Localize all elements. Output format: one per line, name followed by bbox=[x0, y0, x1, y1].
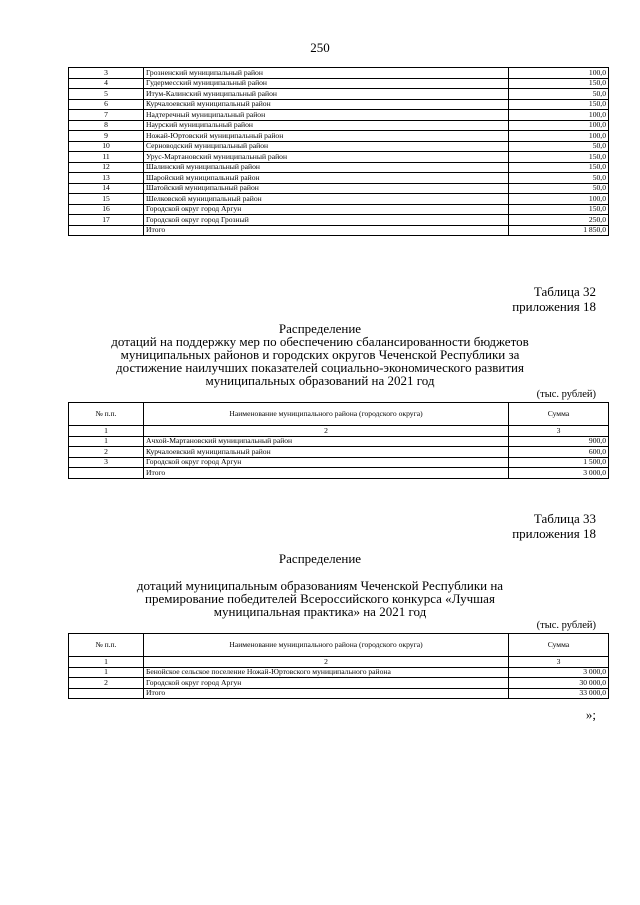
row-number: 2 bbox=[69, 678, 144, 689]
row-name: Шатойский муниципальный район bbox=[144, 183, 509, 194]
row-number: 2 bbox=[69, 447, 144, 458]
row-number: 16 bbox=[69, 204, 144, 215]
table-32-col-n: № п.п. bbox=[69, 403, 144, 426]
row-name: Наурский муниципальный район bbox=[144, 120, 509, 131]
table-row bbox=[69, 110, 609, 121]
table-33-units: (тыс. рублей) bbox=[536, 620, 596, 631]
row-sum: 50,0 bbox=[509, 141, 609, 152]
table-33-col-name: Наименование муниципального района (городского округа) bbox=[144, 634, 509, 657]
row-number bbox=[69, 225, 144, 236]
row-name: Итого bbox=[144, 225, 509, 236]
row-sum: 30 000,0 bbox=[509, 678, 609, 689]
table-row bbox=[69, 678, 609, 689]
row-number bbox=[69, 468, 144, 479]
row-sum: 3 000,0 bbox=[509, 468, 609, 479]
table-row bbox=[69, 120, 609, 131]
table-32-heading-title: Распределение bbox=[278, 321, 362, 336]
row-name: Городской округ город Аргун bbox=[144, 457, 509, 468]
row-number: 13 bbox=[69, 173, 144, 184]
table-row bbox=[69, 173, 609, 184]
table-32-label-line1: Таблица 32 bbox=[533, 284, 596, 299]
row-number: 1 bbox=[69, 667, 144, 678]
row-number: 5 bbox=[69, 89, 144, 100]
table-32-col-sum: Сумма bbox=[509, 403, 609, 426]
row-name: Курчалоевский муниципальный район bbox=[144, 99, 509, 110]
row-name: Городской округ город Аргун bbox=[144, 204, 509, 215]
table-33-label-line2: приложения 18 bbox=[512, 526, 596, 541]
row-name: Итого bbox=[144, 468, 509, 479]
row-sum: 100,0 bbox=[509, 131, 609, 142]
row-name: Итум-Калинский муниципальный район bbox=[144, 89, 509, 100]
row-sum: 1 500,0 bbox=[509, 457, 609, 468]
table-33-label bbox=[512, 511, 596, 541]
row-sum: 100,0 bbox=[509, 110, 609, 121]
row-sum: 150,0 bbox=[509, 99, 609, 110]
row-number: 6 bbox=[69, 99, 144, 110]
table-31-tail bbox=[68, 67, 609, 236]
row-number: 15 bbox=[69, 194, 144, 205]
row-number: 9 bbox=[69, 131, 144, 142]
table-row bbox=[69, 457, 609, 468]
table-32 bbox=[68, 402, 609, 479]
row-name: Городской округ город Грозный bbox=[144, 215, 509, 226]
table-33-col-sum: Сумма bbox=[509, 634, 609, 657]
row-name: Городской округ город Аргун bbox=[144, 678, 509, 689]
table-33-colnum: 3 bbox=[509, 657, 609, 668]
row-number: 17 bbox=[69, 215, 144, 226]
row-name: Бенойское сельское поселение Ножай-Юртовского муниципального района bbox=[144, 667, 509, 678]
table-32-heading-line3: достижение наилучших показателей социально-экономического развития bbox=[116, 360, 524, 375]
table-row bbox=[69, 141, 609, 152]
table-row bbox=[69, 131, 609, 142]
table-row bbox=[69, 183, 609, 194]
row-number: 4 bbox=[69, 78, 144, 89]
row-name: Надтеречный муниципальный район bbox=[144, 110, 509, 121]
row-sum: 150,0 bbox=[509, 162, 609, 173]
table-33-heading-line3: муниципальная практика» на 2021 год bbox=[213, 604, 427, 619]
row-name: Шаройский муниципальный район bbox=[144, 173, 509, 184]
table-row bbox=[69, 436, 609, 447]
table-row bbox=[69, 468, 609, 479]
row-number: 3 bbox=[69, 457, 144, 468]
row-number: 1 bbox=[69, 436, 144, 447]
row-sum: 250,0 bbox=[509, 215, 609, 226]
table-32-heading-line2: муниципальных районов и городских округов Чеченской Республики за bbox=[120, 347, 520, 362]
table-33-heading bbox=[0, 579, 640, 618]
table-row bbox=[69, 78, 609, 89]
table-32-label-line2: приложения 18 bbox=[512, 299, 596, 314]
table-33-label-line1: Таблица 33 bbox=[533, 511, 596, 526]
row-name: Ножай-Юртовский муниципальный район bbox=[144, 131, 509, 142]
table-32-heading bbox=[0, 322, 640, 387]
table-33-heading-line1: дотаций муниципальным образованиям Чеченской Республики на bbox=[136, 578, 504, 593]
row-number: 14 bbox=[69, 183, 144, 194]
row-sum: 150,0 bbox=[509, 78, 609, 89]
table-32-colnum: 1 bbox=[69, 426, 144, 437]
table-row bbox=[69, 152, 609, 163]
row-sum: 50,0 bbox=[509, 183, 609, 194]
table-row bbox=[69, 99, 609, 110]
table-33-colnum: 1 bbox=[69, 657, 144, 668]
table-32-label bbox=[512, 284, 596, 314]
row-sum: 3 000,0 bbox=[509, 667, 609, 678]
table-row bbox=[69, 688, 609, 699]
table-33 bbox=[68, 633, 609, 699]
row-sum: 1 850,0 bbox=[509, 225, 609, 236]
table-33-colnum: 2 bbox=[144, 657, 509, 668]
table-32-colnum: 2 bbox=[144, 426, 509, 437]
row-name: Шалинский муниципальный район bbox=[144, 162, 509, 173]
row-name: Шелковской муниципальный район bbox=[144, 194, 509, 205]
table-31-body bbox=[69, 68, 609, 236]
row-name: Серноводский муниципальный район bbox=[144, 141, 509, 152]
table-32-col-name: Наименование муниципального района (городского округа) bbox=[144, 403, 509, 426]
table-row bbox=[69, 194, 609, 205]
table-row bbox=[69, 162, 609, 173]
table-row bbox=[69, 667, 609, 678]
row-sum: 33 000,0 bbox=[509, 688, 609, 699]
row-number: 11 bbox=[69, 152, 144, 163]
closing-quote: »; bbox=[585, 707, 596, 722]
table-32-heading-line1: дотаций на поддержку мер по обеспечению сбалансированности бюджетов bbox=[111, 334, 529, 349]
table-33-heading-title: Распределение bbox=[278, 551, 362, 566]
row-name: Курчалоевский муниципальный район bbox=[144, 447, 509, 458]
table-32-units: (тыс. рублей) bbox=[536, 389, 596, 400]
table-33-col-n: № п.п. bbox=[69, 634, 144, 657]
row-sum: 100,0 bbox=[509, 194, 609, 205]
table-32-heading-line4: муниципальных образований на 2021 год bbox=[205, 373, 435, 388]
row-sum: 100,0 bbox=[509, 120, 609, 131]
row-number: 10 bbox=[69, 141, 144, 152]
row-sum: 50,0 bbox=[509, 173, 609, 184]
table-row bbox=[69, 204, 609, 215]
row-number bbox=[69, 688, 144, 699]
table-33-heading-line2: премирование победителей Всероссийского конкурса «Лучшая bbox=[145, 591, 495, 606]
row-sum: 100,0 bbox=[509, 68, 609, 79]
row-name: Урус-Мартановский муниципальный район bbox=[144, 152, 509, 163]
row-name: Гудермесский муниципальный район bbox=[144, 78, 509, 89]
row-name: Ачхой-Мартановский муниципальный район bbox=[144, 436, 509, 447]
table-row bbox=[69, 447, 609, 458]
table-row bbox=[69, 68, 609, 79]
row-name: Итого bbox=[144, 688, 509, 699]
row-sum: 150,0 bbox=[509, 204, 609, 215]
row-number: 8 bbox=[69, 120, 144, 131]
table-row bbox=[69, 225, 609, 236]
row-number: 3 bbox=[69, 68, 144, 79]
row-name: Грозненский муниципальный район bbox=[144, 68, 509, 79]
table-32-colnum: 3 bbox=[509, 426, 609, 437]
row-number: 7 bbox=[69, 110, 144, 121]
table-row bbox=[69, 215, 609, 226]
page-number: 250 bbox=[310, 40, 330, 55]
row-number: 12 bbox=[69, 162, 144, 173]
row-sum: 900,0 bbox=[509, 436, 609, 447]
row-sum: 150,0 bbox=[509, 152, 609, 163]
table-32-body bbox=[69, 436, 609, 478]
table-33-body bbox=[69, 667, 609, 699]
table-row bbox=[69, 89, 609, 100]
row-sum: 600,0 bbox=[509, 447, 609, 458]
row-sum: 50,0 bbox=[509, 89, 609, 100]
